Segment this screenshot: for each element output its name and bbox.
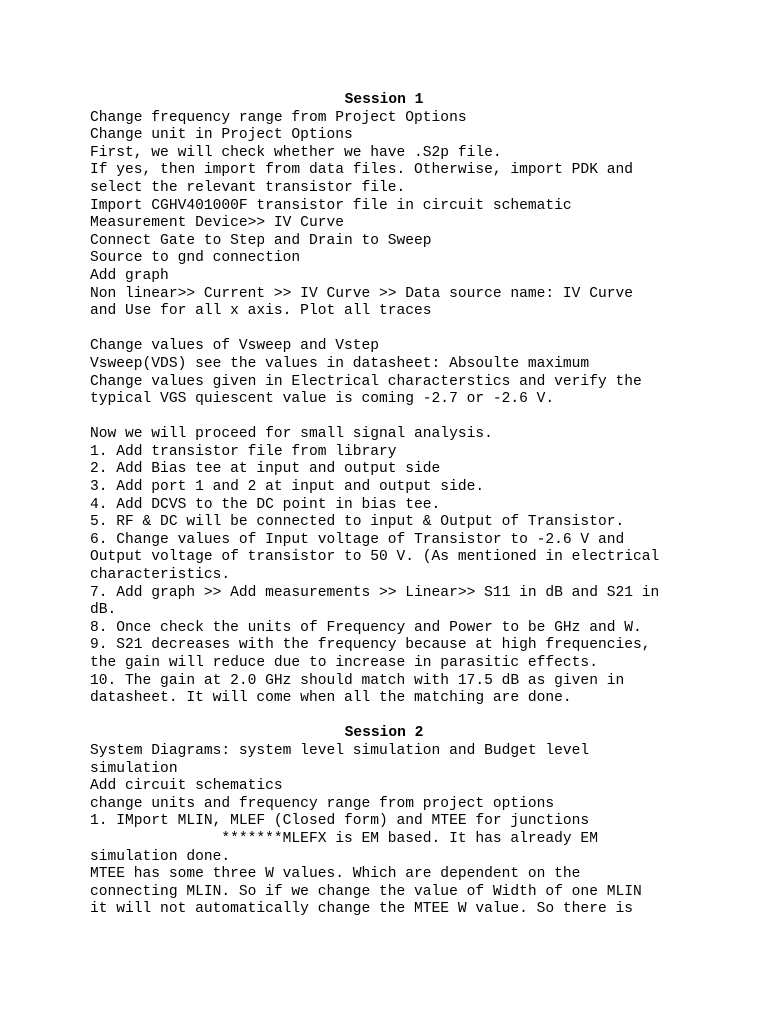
list-item: 8. Once check the units of Frequency and Power to be GHz and W.: [90, 619, 642, 636]
list-item: 1. IMport MLIN, MLEF (Closed form) and MTEE for junctions: [90, 813, 590, 830]
text-line: Measurement Device>> IV Curve: [90, 215, 344, 232]
text-line: Now we will proceed for small signal analysis.: [90, 426, 493, 443]
text-line: Add graph: [90, 267, 169, 284]
text-line: typical VGS quiescent value is coming -2.7 or -2.6 V.: [90, 391, 555, 408]
list-item: 7. Add graph >> Add measurements >> Linear>> S11 in dB and S21 in: [90, 584, 660, 601]
text-line: Change unit in Project Options: [90, 127, 353, 144]
text-line: Connect Gate to Step and Drain to Sweep: [90, 232, 432, 249]
blank-line: [90, 409, 690, 427]
text-line: datasheet. It will come when all the matching are done.: [90, 690, 572, 707]
text-line: Change frequency range from Project Options: [90, 109, 467, 126]
text-line: Source to gnd connection: [90, 250, 301, 267]
text-line: simulation: [90, 760, 178, 777]
text-line: connecting MLIN. So if we change the value of Width of one MLIN: [90, 883, 642, 900]
session-2-block: [90, 743, 690, 919]
text-line: Import CGHV401000F transistor file in circuit schematic: [90, 197, 572, 214]
text-line: If yes, then import from data files. Otherwise, import PDK and: [90, 162, 633, 179]
list-item: 6. Change values of Input voltage of Transistor to -2.6 V and: [90, 531, 625, 548]
list-item: 2. Add Bias tee at input and output side: [90, 461, 441, 478]
session-2-heading: Session 2: [344, 725, 424, 742]
list-item: 10. The gain at 2.0 GHz should match with 17.5 dB as given in: [90, 672, 625, 689]
text-line: characteristics.: [90, 567, 231, 584]
text-line: Add circuit schematics: [90, 778, 283, 795]
text-line: the gain will reduce due to increase in parasitic effects.: [90, 655, 598, 671]
blank-line: [90, 708, 690, 726]
text-line: Change values of Vsweep and Vstep: [90, 338, 380, 355]
text-line: it will not automatically change the MTEE W value. So there is: [90, 901, 633, 918]
text-line: and Use for all x axis. Plot all traces: [90, 303, 432, 320]
list-item: 3. Add port 1 and 2 at input and output side.: [90, 479, 485, 496]
list-item: 9. S21 decreases with the frequency because at high frequencies,: [90, 637, 651, 654]
document-page: [90, 92, 690, 919]
text-line: First, we will check whether we have .S2p file.: [90, 144, 502, 161]
list-item: 1. Add transistor file from library: [90, 443, 397, 460]
text-line: Change values given in Electrical characterstics and verify the: [90, 373, 642, 390]
text-line: Non linear>> Current >> IV Curve >> Data source name: IV Curve: [90, 285, 633, 302]
blank-line: [90, 321, 690, 339]
text-line: Output voltage of transistor to 50 V. (As mentioned in electrical: [90, 549, 660, 566]
text-line: dB.: [90, 602, 117, 619]
session-1-block-c: [90, 426, 690, 708]
text-line: change units and frequency range from project options: [90, 795, 555, 812]
text-line: select the relevant transistor file.: [90, 179, 406, 196]
text-line: simulation done.: [90, 848, 231, 865]
session-1-block-a: [90, 110, 690, 321]
text-line: MTEE has some three W values. Which are dependent on the: [90, 866, 581, 883]
text-line: Vsweep(VDS) see the values in datasheet: Absoulte maximum: [90, 355, 590, 372]
list-item: 5. RF & DC will be connected to input & Output of Transistor.: [90, 514, 625, 531]
text-line: System Diagrams: system level simulation and Budget level: [90, 742, 590, 759]
session-1-heading: Session 1: [344, 92, 424, 108]
list-item: 4. Add DCVS to the DC point in bias tee.: [90, 496, 441, 513]
session-1-block-b: [90, 338, 690, 408]
text-line: *******MLEFX is EM based. It has already EM: [90, 830, 598, 847]
